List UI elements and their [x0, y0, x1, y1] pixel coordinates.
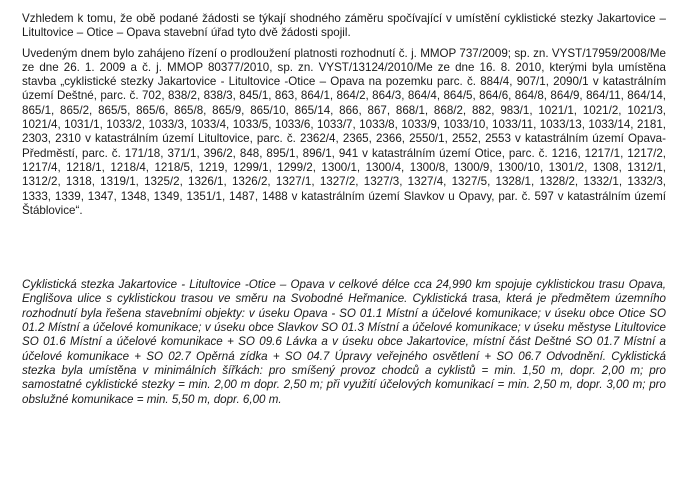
document-page	[22, 12, 666, 407]
paragraph-cycle-path-description: Cyklistická stezka Jakartovice - Litultovice -Otice – Opava v celkové délce cca 24,990 km spojuje cyklistickou trasu Opava, Englišova ulice s cyklistickou trasou ve směru na Svobodné Heřmanice. Cyklistická trasa, která je předmětem územního rozhodnutí byla řešena stavebními objekty: v úseku Opava - SO 01.1 Místní a účelové komunikace; v úseku obce Otice SO 01.2 Místní a účelové komunikace; v úseku obce Slavkov SO 01.3 Místní a účelové komunikace; v úseku městyse Litultovice SO 01.6 Místní a účelové komunikace + SO 09.6 Lávka a v úseku obce Jakartovice, místní část Deštné SO 01.7 Místní a účelové komunikace + SO 02.7 Opěrná zídka + SO 04.7 Úpravy veřejného osvětlení + SO 06.7 Odvodnění. Cyklistická stezka byla umístěna v minimálních šířkách: pro smíšený provoz chodců a cyklistů = min. 1,50 m, dopr. 2,00 m; pro samostatné cyklistické stezky = min. 2,00 m dopr. 2,50 m; při využití účelových komunikací = min. 2,50 m, dopr. 3,00 m; pro obslužné komunikace = min. 5,50 m, dopr. 6,00 m.	[22, 278, 666, 406]
paragraph-proceedings-parcels: Uvedeným dnem bylo zahájeno řízení o prodloužení platnosti rozhodnutí č. j. MMOP 737/2009; sp. zn. VYST/17959/2008/Me ze dne 26. 1. 2009 a č. j. MMOP 80377/2010, sp. zn. VYST/13124/2010/Me ze dne 16. 8. 2010, kterými byla umístěna stavba „cyklistické stezky Jakartovice - Litultovice -Otice – Opava na pozemku parc. č. 884/4, 907/1, 2090/1 v katastrálním území Deštné, parc. č. 702, 838/2, 838/3, 845/1, 863, 864/1, 864/2, 864/3, 864/4, 864/5, 864/6, 864/8, 864/9, 864/11, 864/14, 865/1, 865/2, 865/5, 865/6, 865/8, 865/9, 865/10, 865/14, 866, 867, 868/1, 868/2, 882, 983/1, 1021/1, 1021/2, 1021/3, 1021/4, 1031/1, 1033/2, 1033/3, 1033/4, 1033/5, 1033/6, 1033/7, 1033/8, 1033/9, 1033/10, 1033/11, 1033/13, 1033/14, 2181, 2303, 2310 v katastrálním území Litultovice, parc. č. 2362/4, 2365, 2366, 2550/1, 2552, 2553 v katastrálním území Opava-Předměstí, parc. č. 171/18, 371/1, 396/2, 848, 895/1, 896/1, 941 v katastrálním území Otice, parc. č. 1216, 1217/1, 1217/2, 1217/4, 1218/1, 1218/4, 1218/5, 1219, 1299/1, 1299/2, 1300/1, 1300/4, 1300/8, 1300/9, 1300/10, 1301/2, 1308, 1312/1, 1312/2, 1318, 1319/1, 1325/2, 1326/1, 1326/2, 1327/1, 1327/2, 1327/3, 1327/4, 1327/5, 1328/1, 1328/2, 1332/1, 1332/3, 1333, 1339, 1347, 1348, 1349, 1351/1, 1487, 1488 v katastrálním území Slavkov u Opavy, par. č. 597 v katastrálním území Štáblovice“.	[22, 46, 666, 217]
paragraph-merged-applications: Vzhledem k tomu, že obě podané žádosti se týkají shodného záměru spočívající v umístění cyklistické stezky Jakartovice – Litultovice – Otice – Opava stavební úřad tyto dvě žádosti spojil.	[22, 12, 666, 40]
